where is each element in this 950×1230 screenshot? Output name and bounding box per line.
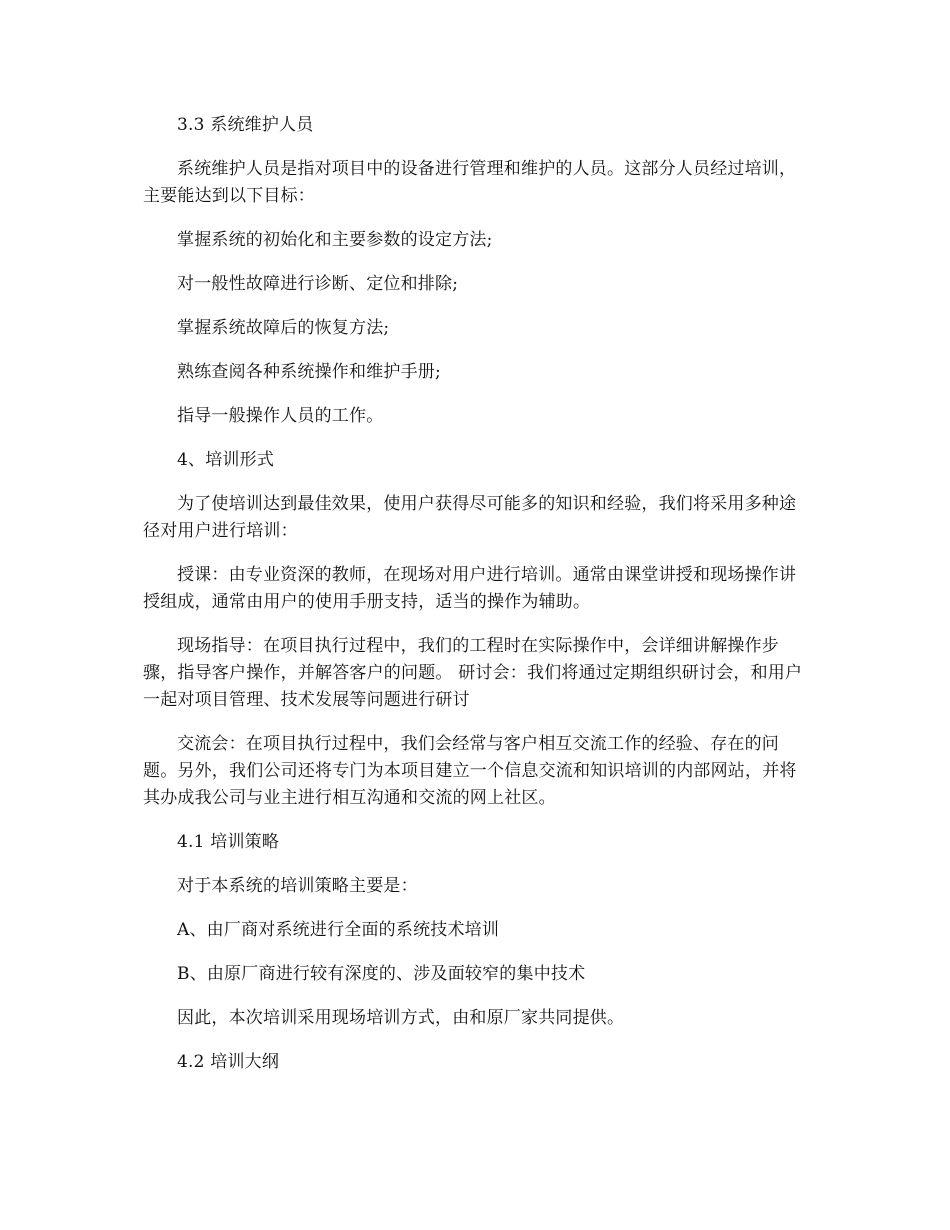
section-heading-4: 4、培训形式 (177, 450, 275, 470)
paragraph-maintenance-intro: 系统维护人员是指对项目中的设备进行管理和维护的人员。这部分人员经过培训，主要能达到以下目标： (143, 159, 797, 206)
list-item: B、由原厂商进行较有深度的、涉及面较窄的集中技术 (177, 964, 586, 984)
list-item: 掌握系统的初始化和主要参数的设定方法; (177, 230, 493, 250)
document-body (143, 112, 813, 1093)
list-item: 对一般性故障进行诊断、定位和排除; (177, 274, 459, 294)
section-heading-3-3: 3.3 系统维护人员 (177, 115, 314, 135)
paragraph-conclusion: 因此，本次培训采用现场培训方式，由和原厂家共同提供。 (177, 1008, 625, 1028)
section-heading-4-2: 4.2 培训大纲 (177, 1052, 280, 1072)
paragraph-lectures: 授课：由专业资深的教师，在现场对用户进行培训。通常由课堂讲授和现场操作讲授组成，通常由用户的使用手册支持，适当的操作为辅助。 (143, 565, 797, 612)
paragraph-onsite-guidance: 现场指导：在项目执行过程中，我们的工程时在实际操作中，会详细讲解操作步骤，指导客户操作，并解答客户的问题。 研讨会：我们将通过定期组织研讨会，和用户一起对项目管理、技术发展等问题进行研讨 (143, 636, 803, 710)
section-heading-4-1: 4.1 培训策略 (177, 832, 280, 852)
paragraph-training-forms-intro: 为了使培训达到最佳效果，使用户获得尽可能多的知识和经验，我们将采用多种途径对用户进行培训： (143, 494, 797, 541)
list-item: 掌握系统故障后的恢复方法; (177, 318, 390, 338)
list-item: 熟练查阅各种系统操作和维护手册; (177, 362, 441, 382)
paragraph-strategy-intro: 对于本系统的培训策略主要是： (177, 876, 418, 896)
list-item: 指导一般操作人员的工作。 (177, 406, 384, 426)
paragraph-exchange-meetings: 交流会：在项目执行过程中，我们会经常与客户相互交流工作的经验、存在的问题。另外，我们公司还将专门为本项目建立一个信息交流和知识培训的内部网站，并将其办成我公司与业主进行相互沟通和交流的网上社区。 (143, 734, 797, 808)
list-item: A、由厂商对系统进行全面的系统技术培训 (177, 920, 500, 940)
